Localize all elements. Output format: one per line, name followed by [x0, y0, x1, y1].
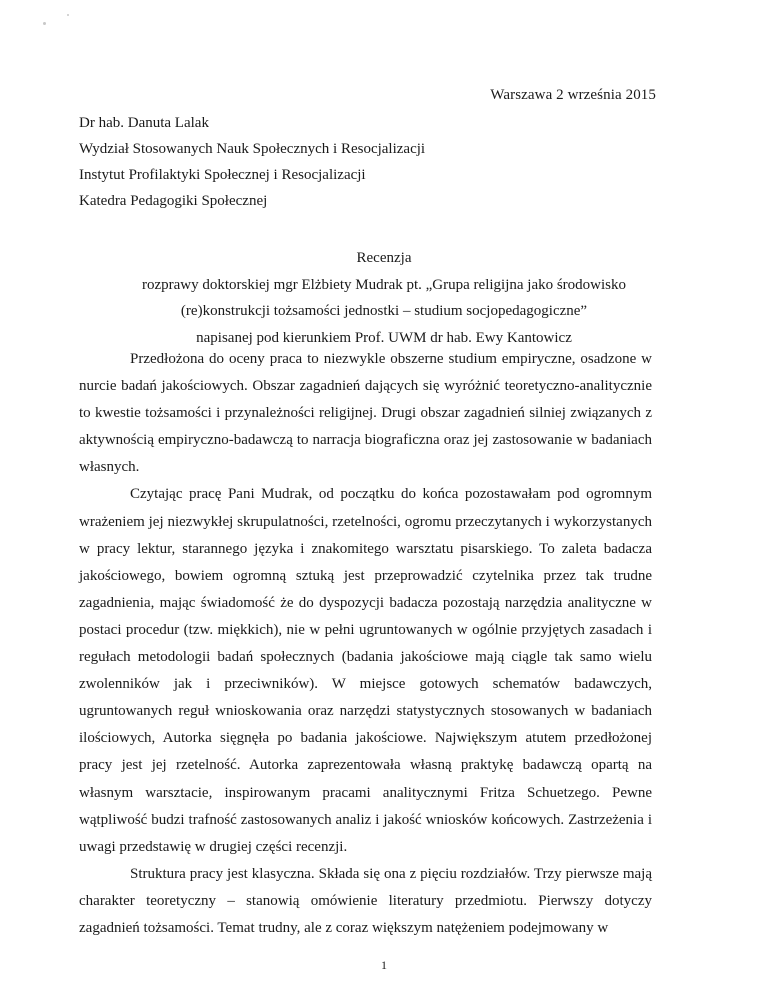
review-title-line: napisanej pod kierunkiem Prof. UWM dr hab. Ewy Kantowicz	[196, 329, 572, 346]
addressee-department: Katedra Pedagogiki Społecznej	[79, 193, 268, 209]
review-title-line: (re)konstrukcji tożsamości jednostki – studium socjopedagogiczne”	[180, 303, 588, 319]
scan-artifact	[43, 22, 46, 25]
addressee-name: Dr hab. Danuta Lalak	[79, 115, 209, 131]
body-paragraph: Czytając pracę Pani Mudrak, od początku do końca pozostawałam pod ogromnym wrażeniem jej niezwykłej skrupulatności, rzetelności, ogromu przeczytanych i wykorzystanych w pracy lektur, starannego języka i znakomitego warsztatu pisarskiego. To zaleta badacza jakościowego, bowiem ogromną sztuką jest przeprowadzić czytelnika przez tak trudne zagadnienia, mając świadomość że do dyspozycji badacza pozostają narzędzia analityczne w postaci procedur (tzw. miękkich), nie w pełni ugruntowanych w ogólnie przyjętych zasadach i regułach metodologii badań społecznych (badania jakościowe mają ciągle tak samo wielu zwolenników jak i przeciwników). W miejsce gotowych schematów badawczych, ugruntowanych reguł wnioskowania oraz narzędzi statystycznych stosowanych w badaniach ilościowych, Autorka sięgnęła po badania jakościowe. Największym atutem przedłożonej pracy jest jej rzetelność. Autorka zaprezentowała własną praktykę badawczą opartą na własnym warsztacie, inspirowanym pracami analitycznymi Fritza Schuetzego. Pewne wątpliwość budzi trafność zastosowanych analiz i jakość wniosków końcowych. Zastrzeżenia i uwagi przedstawię w drugiej części recenzji.	[79, 486, 652, 855]
body-paragraph: Struktura pracy jest klasyczna. Składa się ona z pięciu rozdziałów. Trzy pierwsze mają charakter teoretyczny – stanowią omówienie literatury przedmiotu. Pierwszy dotyczy zagadnień tożsamości. Temat trudny, ale z coraz większym natężeniem podejmowany w	[79, 865, 652, 936]
review-heading: Recenzja	[356, 250, 412, 266]
review-title-line: rozprawy doktorskiej mgr Elżbiety Mudrak pt. „Grupa religijna jako środowisko	[141, 276, 627, 293]
addressee-faculty: Wydział Stosowanych Nauk Społecznych i Resocjalizacji	[79, 141, 426, 157]
scan-artifact	[67, 14, 69, 16]
body-paragraph: Przedłożona do oceny praca to niezwykle obszerne studium empiryczne, osadzone w nurcie badań jakościowych. Obszar zagadnień dających się wyróżnić teoretyczno-analitycznie to kwestie tożsamości i przynależności religijnej. Drugi obszar zagadnień silniej związanych z aktywnością empiryczno-badawczą to narracja biograficzna oraz jej zastosowanie w badaniach własnych.	[79, 351, 652, 476]
review-body	[79, 346, 652, 942]
date-line: Warszawa 2 września 2015	[490, 87, 656, 103]
addressee-block	[79, 110, 425, 214]
review-title-block	[0, 245, 768, 351]
addressee-institute: Instytut Profilaktyki Społecznej i Resocjalizacji	[79, 167, 366, 183]
page-number: 1	[381, 958, 387, 972]
